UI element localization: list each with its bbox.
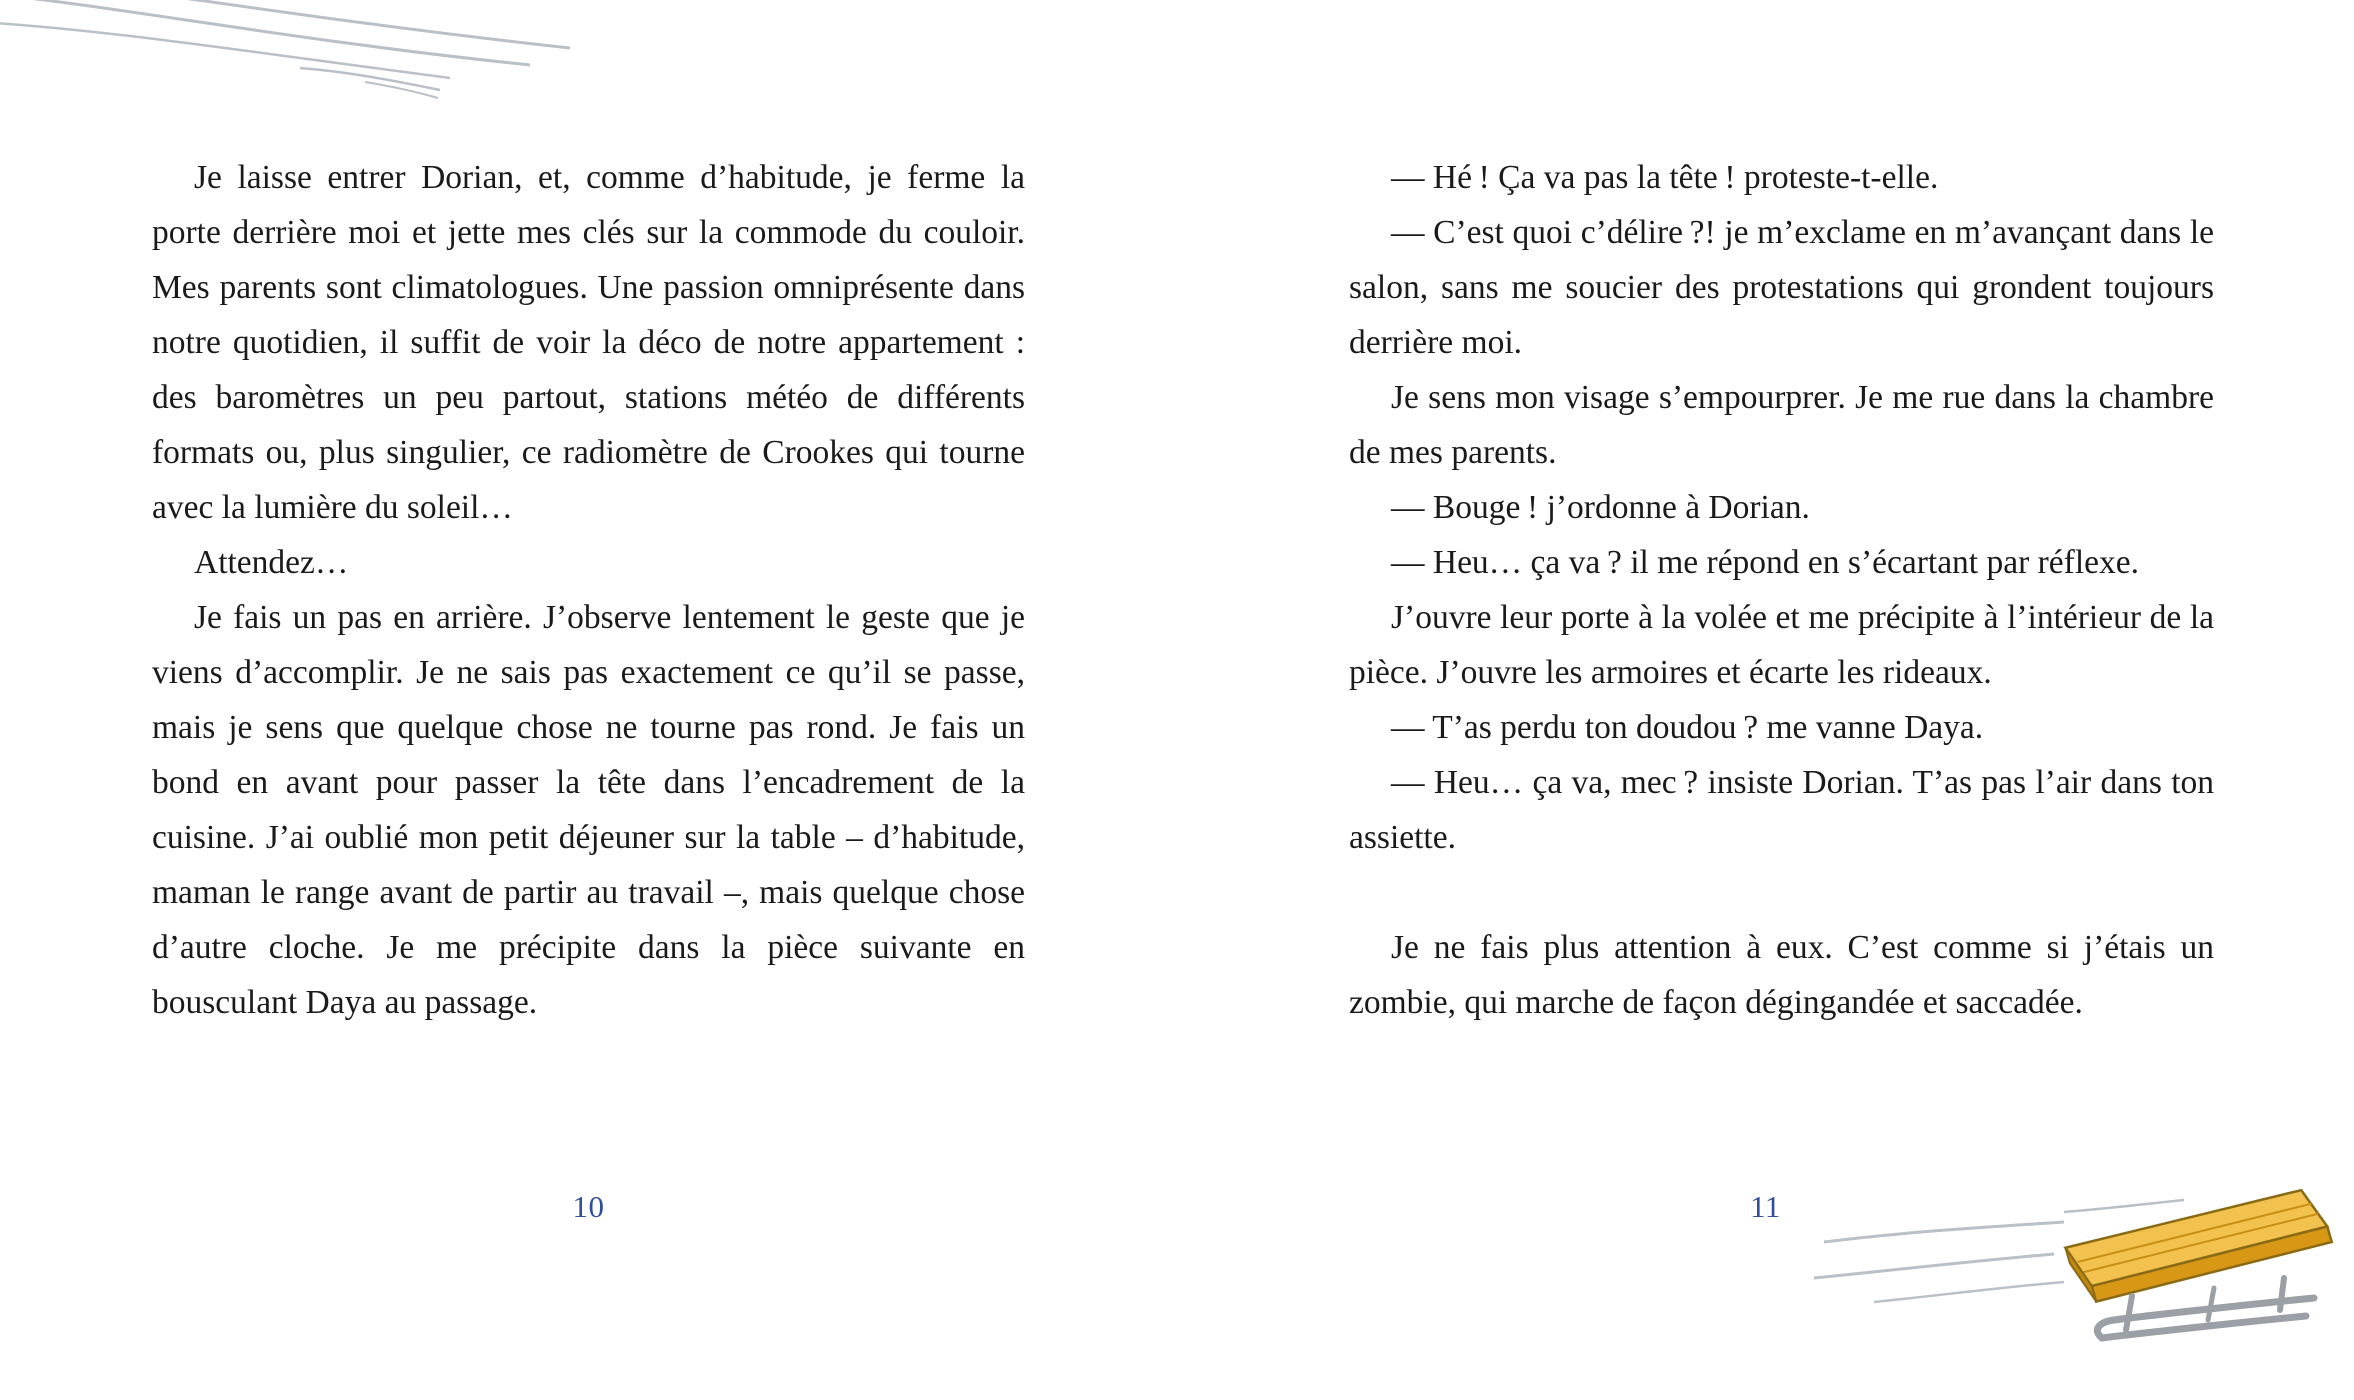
paragraph: — Heu… ça va, mec ? insiste Dorian. T’as pas l’air dans ton assiette. [1349,764,2214,856]
right-page-text [1349,150,2214,1030]
paragraph: — T’as perdu ton doudou ? me vanne Daya. [1391,709,1984,746]
page-right [1177,0,2354,1400]
paragraph: — Heu… ça va ? il me répond en s’écartant par réflexe. [1391,544,2139,581]
paragraph: Je laisse entrer Dorian, et, comme d’habitude, je ferme la porte derrière moi et jette mes clés sur la commode du couloir. Mes parents sont climatologues. Une passion omniprésente dans notre quotidien, il suffit de voir la déco de notre appartement : des baromètres un peu partout, stations météo de différents formats ou, plus singulier, ce radiomètre de Crookes qui tourne avec la lumière du soleil… [152,159,1025,526]
paragraph: — C’est quoi c’délire ?! je m’exclame en m’avançant dans le salon, sans me soucier des protestations qui grondent toujours derrière moi. [1349,214,2214,361]
paragraph: Je sens mon visage s’empourprer. Je me rue dans la chambre de mes parents. [1349,379,2214,471]
paragraph: Je ne fais plus attention à eux. C’est comme si j’étais un zombie, qui marche de façon dégingandée et saccadée. [1349,929,2214,1021]
paragraph: — Hé ! Ça va pas la tête ! proteste-t-elle. [1391,159,1939,196]
paragraph: Attendez… [194,544,349,581]
left-page-text [152,150,1025,1030]
paragraph: J’ouvre leur porte à la volée et me précipite à l’intérieur de la pièce. J’ouvre les armoires et écarte les rideaux. [1349,599,2214,691]
paragraph: — Bouge ! j’ordonne à Dorian. [1391,489,1810,526]
page-number-left: 10 [572,1189,605,1224]
page-number-right: 11 [1750,1189,1781,1224]
paragraph: Je fais un pas en arrière. J’observe lentement le geste que je viens d’accomplir. Je ne sais pas exactement ce qu’il se passe, mais je sens que quelque chose ne tourne pas rond. Je fais un bond en avant pour passer la tête dans l’encadrement de la cuisine. J’ai oublié mon petit déjeuner sur la table – d’habitude, maman le range avant de partir au travail –, mais quelque chose d’autre cloche. Je me précipite dans la pièce suivante en bousculant Daya au passage. [152,599,1025,1021]
